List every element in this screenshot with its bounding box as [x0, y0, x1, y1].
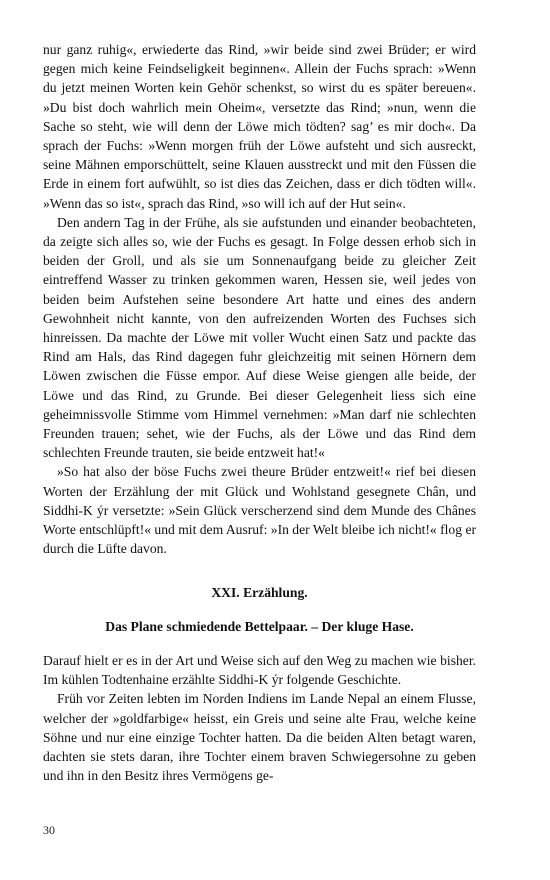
chapter-subtitle: Das Plane schmiedende Bettelpaar. – Der kluge Hase.	[105, 618, 414, 634]
paragraph: Den andern Tag in der Frühe, als sie aufstunden und einander beobachteten, da zeigte sich alles so, wie der Fuchs es gesagt. In Folge dessen erhob sich in beiden der Groll, und als sie um Sonnenaufgang beide zu gleicher Zeit eintreffend Wasser zu trinken gekommen waren, Hessen sie, weil jedes von beiden beim Aufstehen seine besondere Art hatte und eines des andern Gewohnheit nicht kannte, von den aufreizenden Worten des Fuchses sich hinreissen. Da machte der Löwe mit voller Wucht einen Satz und packte das Rind am Hals, das Rind dagegen fuhr gleichzeitig mit seinen Hörnern dem Löwen zwischen die Füsse empor. Auf diese Weise giengen alle beide, der Löwe und das Rind, zu Grunde. Bei dieser Gelegenheit liess sich eine geheimnissvolle Stimme vom Himmel vernehmen: »Man darf nie schlechten Freunden trauen; sehet, wie der Fuchs, als der Löwe und das Rind dem schlechten Freunde trauten, sie beide entzweit hat!«	[43, 214, 476, 461]
paragraph: »So hat also der böse Fuchs zwei theure Brüder entzweit!« rief bei diesen Worten der Erzählung der mit Glück und Wohlstand gesegnete Chân, und Siddhi-K ýr versetzte: »Sein Glück verscherzend sind dem Munde des Chânes Worte entschlüpft!« und mit dem Ausruf: »In der Welt bleibe ich nicht!« flog er durch die Lüfte davon.	[43, 464, 476, 557]
paragraph: Früh vor Zeiten lebten im Norden Indiens im Lande Nepal an einem Flusse, welcher der »goldfarbige« heisst, ein Greis und seine alte Frau, welche keine Söhne und nur eine einzige Tochter hatten. Da die beiden Alten betagt waren, dachten sie stets daran, ihre Tochter einem braven Schwiegersohne zu geben und ihn in den Besitz ihres Vermögens ge-	[43, 691, 476, 784]
paragraph: nur ganz ruhig«, erwiederte das Rind, »wir beide sind zwei Brüder; er wird gegen mich keine Feindseligkeit beginnen«. Allein der Fuchs sprach: »Wenn du jetzt meinen Worten kein Gehör schenkst, so wirst du es später bereuen«. »Du bist doch wahrlich mein Oheim«, versetzte das Rind; »nun, wenn die Sache so steht, wie will denn der Löwe mich tödten? sag’ es mir doch«. Da sprach der Fuchs: »Wenn morgen früh der Löwe aufsteht und sich ausreckt, seine Mähnen emporschüttelt, seine Klauen ausstreckt und mit den Füssen die Erde in einem fort aufwühlt, so ist dies das Zeichen, dass er dich tödten will«. »Wenn das so ist«, sprach das Rind, »so will ich auf der Hut sein«.	[43, 42, 476, 211]
chapter-heading: XXI. Erzählung.	[211, 585, 308, 601]
paragraph: Darauf hielt er es in der Art und Weise sich auf den Weg zu machen wie bisher. Im kühlen Todtenhaine erzählte Siddhi-K ýr folgende Geschichte.	[43, 652, 476, 688]
page-number: 30	[43, 823, 55, 837]
page-body	[43, 40, 476, 785]
